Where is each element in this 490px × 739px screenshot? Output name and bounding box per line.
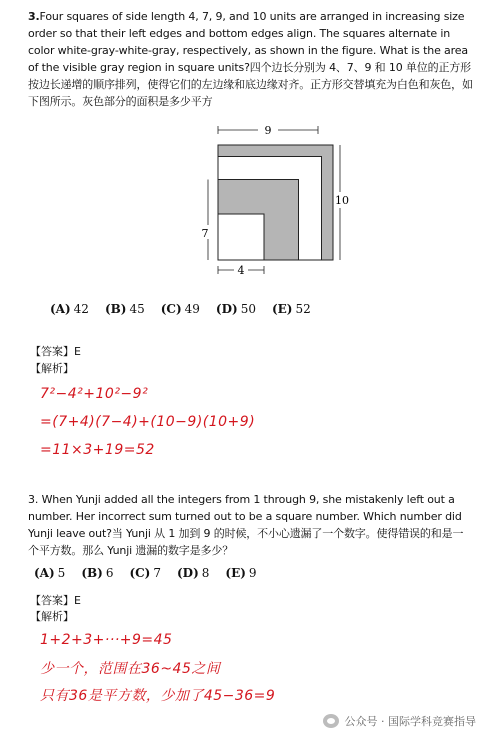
option-value: 6 [105,566,114,580]
q1-option-d [216,302,256,316]
option-value: 45 [129,302,145,316]
watermark [323,713,477,729]
question-3-options [34,566,257,580]
question-1-options [50,302,311,316]
question-3-number: 3. [28,493,39,506]
option-value: 42 [73,302,89,316]
option-key: (C) [160,302,182,316]
option-value: 8 [201,566,210,580]
q1-handwritten-line-2: =(7+4)(7−4)+(10−9)(10+9) [40,414,256,430]
question-3-text-cn: 当 Yunji 从 1 加到 9 的时候，不小心遗漏了一个数字。使得错误的和是一个平方数。那么 Yunji 遗漏的数字是多少？ [28,527,464,557]
option-key: (D) [177,566,199,580]
option-value: 49 [184,302,200,316]
option-key: (B) [81,566,103,580]
q3-option-e [225,566,256,580]
wechat-icon [323,714,339,728]
label-9: 9 [264,124,272,137]
q3-handwritten-line-3: 只有36是平方数，少加了45−36=9 [40,688,276,704]
question-1-text-cn: 四个边长分别为 4、7、9 和 10 单位的正方形按边长递增的顺序排列，使得它们的左边缘和底边缘对齐。正方形交替填充为白色和灰色，如下图所示。灰色部分的面积是多少平方 [28,61,473,108]
q3-option-d [177,566,209,580]
question-3-text [28,491,473,559]
q1-handwritten-line-1: 7²−4²+10²−9² [40,386,149,402]
q1-option-b [105,302,145,316]
q1-option-c [161,302,200,316]
option-key: (E) [225,566,246,580]
option-value: 50 [240,302,256,316]
option-value: 5 [57,566,66,580]
q3-option-b [81,566,113,580]
q1-option-e [272,302,311,316]
option-key: (B) [104,302,127,316]
q3-option-c [129,566,161,580]
question-1-text [28,8,473,110]
option-key: (A) [50,302,71,316]
label-7: 7 [201,227,209,240]
question-3-text-en: When Yunji added all the integers from 1 through 9, she mistakenly left out a number. Her incorrect sum turned out to be a square number. Which number did Yunji leave out? [28,493,462,540]
q3-handwritten-line-2: 少一个，范围在36~45之间 [40,661,221,677]
label-4: 4 [237,264,245,277]
option-key: (A) [34,566,55,580]
option-key: (E) [271,302,293,316]
q1-analysis: 【解析】 [30,362,74,375]
squares-figure [200,120,360,280]
q1-answer: 【答案】E [30,345,81,358]
option-value: 7 [153,566,161,580]
q3-option-a [34,566,65,580]
label-10: 10 [335,194,349,207]
option-value: 9 [248,566,257,580]
option-key: (D) [215,302,238,316]
question-1-text-en: Four squares of side length 4, 7, 9, and 10 units are arranged in increasing size order so that their left edges and bottom edges align. The squares alternate in color white-gray-white-gray, respectively, as shown in the figure. What is the area of the visible gray region in square units? [28,10,468,74]
q3-answer: 【答案】E [30,594,81,607]
square-4-white [218,214,264,260]
option-value: 52 [295,302,311,316]
question-1-number: 3. [28,10,40,23]
watermark-text: 公众号 · 国际学科竞赛指导 [344,715,476,728]
q3-analysis: 【解析】 [30,610,74,623]
q1-handwritten-line-3: =11×3+19=52 [40,442,155,458]
q3-handwritten-line-1: 1+2+3+···+9=45 [40,632,173,648]
option-key: (C) [129,566,151,580]
q1-option-a [50,302,89,316]
